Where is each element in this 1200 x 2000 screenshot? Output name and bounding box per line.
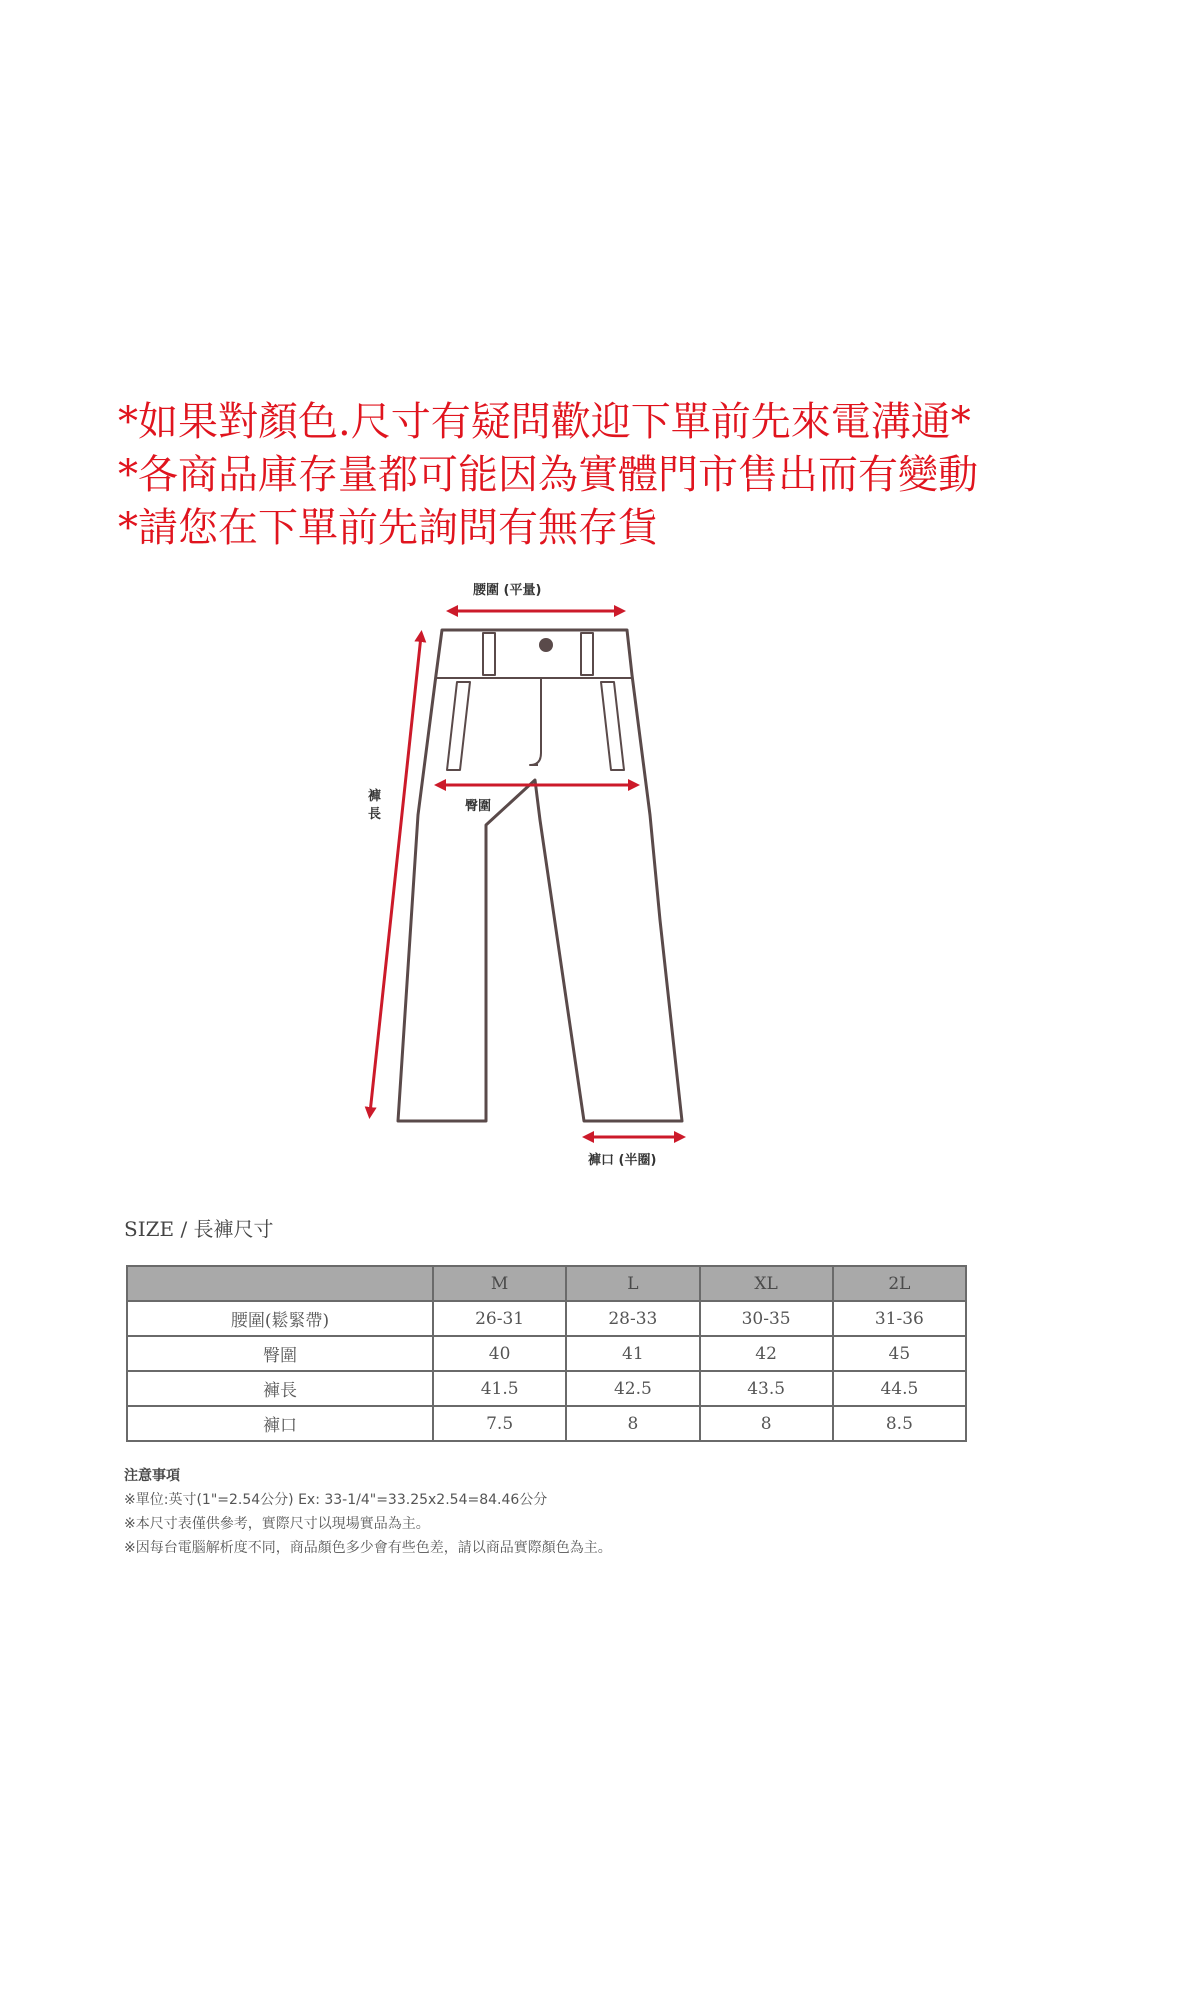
table-row: [127, 1406, 966, 1441]
hem-label: 褲口 (半圈): [588, 1153, 657, 1168]
table-cell: 28-33: [566, 1301, 699, 1336]
table-cell: 45: [833, 1336, 966, 1371]
table-cell: 8: [700, 1406, 833, 1441]
note-item: ※因每台電腦解析度不同，商品顏色多少會有些色差，請以商品實際顏色為主。: [124, 1540, 612, 1556]
table-cell: 8: [566, 1406, 699, 1441]
table-row-label: 腰圍(鬆緊帶): [127, 1301, 433, 1336]
table-cell: 8.5: [833, 1406, 966, 1441]
table-cell: 43.5: [700, 1371, 833, 1406]
notes-block: [124, 1464, 612, 1560]
table-cell: 42: [700, 1336, 833, 1371]
table-cell: 26-31: [433, 1301, 566, 1336]
notice-line: *請您在下單前先詢問有無存貨: [118, 505, 658, 551]
table-cell: 30-35: [700, 1301, 833, 1336]
table-row: [127, 1371, 966, 1406]
length-label: 褲: [368, 789, 382, 804]
table-cell: 42.5: [566, 1371, 699, 1406]
table-header-row: [127, 1266, 966, 1301]
table-cell: 7.5: [433, 1406, 566, 1441]
size-chart-table: [126, 1265, 967, 1442]
table-row-label: 臀圍: [127, 1336, 433, 1371]
table-header-cell: M: [433, 1266, 566, 1301]
table-row-label: 褲長: [127, 1371, 433, 1406]
note-item: ※單位:英寸(1"=2.54公分) Ex: 33-1/4"=33.25x2.54=84.46公分: [124, 1492, 548, 1508]
table-header-cell: XL: [700, 1266, 833, 1301]
length-label: 長: [368, 807, 382, 822]
notice-line: *各商品庫存量都可能因為實體門市售出而有變動: [118, 452, 978, 498]
notice-line: *如果對顏色.尺寸有疑問歡迎下單前先來電溝通*: [118, 399, 971, 445]
hip-label: 臀圍: [465, 799, 492, 814]
table-cell: 41.5: [433, 1371, 566, 1406]
table-header-cell: 2L: [833, 1266, 966, 1301]
table-header-cell: [127, 1266, 433, 1301]
note-item: ※本尺寸表僅供參考，實際尺寸以現場實品為主。: [124, 1516, 430, 1532]
size-chart-title: SIZE / 長褲尺寸: [124, 1217, 274, 1241]
notice-block: [118, 396, 1118, 555]
table-row-label: 褲口: [127, 1406, 433, 1441]
table-row: [127, 1336, 966, 1371]
pants-outline: [398, 630, 682, 1121]
notes-title: 注意事項: [124, 1468, 180, 1484]
table-header-cell: L: [566, 1266, 699, 1301]
button-icon: [539, 638, 553, 652]
pants-measurement-diagram: [0, 580, 1200, 1180]
table-cell: 31-36: [833, 1301, 966, 1336]
waist-label: 腰圍 (平量): [473, 583, 542, 598]
table-row: [127, 1301, 966, 1336]
table-cell: 40: [433, 1336, 566, 1371]
table-cell: 44.5: [833, 1371, 966, 1406]
table-cell: 41: [566, 1336, 699, 1371]
